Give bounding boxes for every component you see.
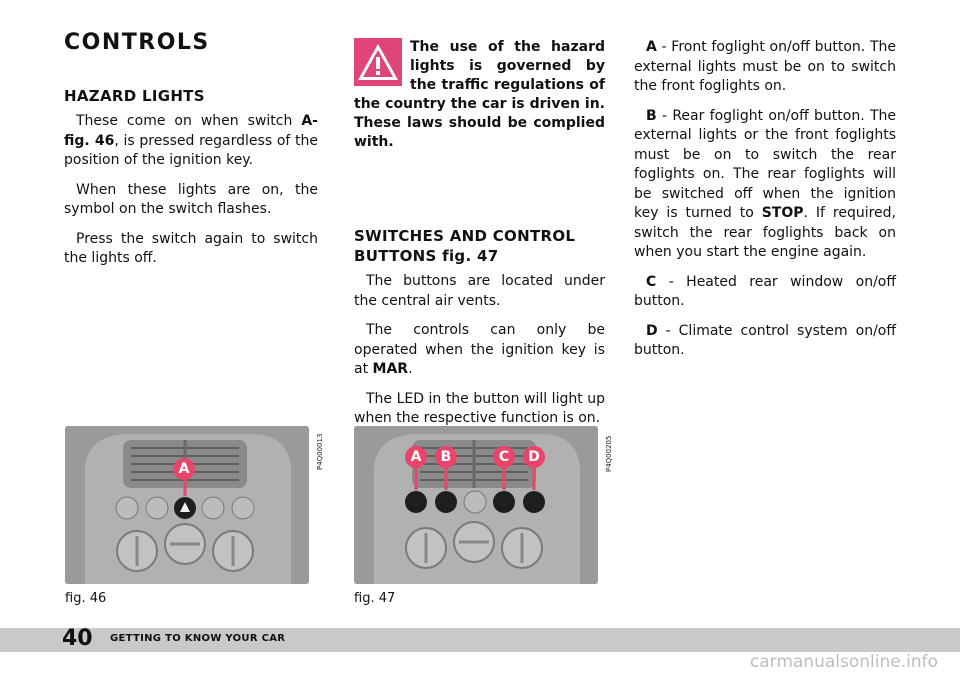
fig47-marker-d: D [523, 446, 545, 468]
watermark: carmanualsonline.info [749, 652, 938, 672]
button-b-text: - Rear foglight on/off button. The external lights or the front foglights must be on to switch the rear foglights on. The rear foglights will be switched off when the ignition key is turned to [634, 107, 896, 221]
switches-column [354, 226, 605, 439]
mar-key: MAR [372, 361, 409, 377]
switches-heading: SWITCHES AND CONTROL BUTTONS fig. 47 [354, 227, 576, 265]
button-c-text: - Heated rear window on/off button. [634, 273, 896, 309]
fig46-image [65, 426, 309, 584]
buttons-column [634, 38, 896, 371]
hazard-para-1 [64, 112, 318, 171]
fig46-ref: A-fig. 46 [64, 113, 318, 149]
section-title: GETTING TO KNOW YOUR CAR [110, 633, 286, 644]
hazard-column [64, 86, 318, 279]
hazard-heading: HAZARD LIGHTS [64, 87, 205, 105]
switches-para-2 [354, 321, 605, 380]
button-d-text: - Climate control system on/off button. [634, 322, 896, 358]
page-number: 40 [62, 626, 93, 651]
button-d-desc [634, 322, 896, 361]
warning-text: The use of the hazard lights is governed by the traffic regulations of the country the car is driven in. These laws should be complied with. [354, 39, 605, 150]
switches-p2-text: The controls can only be operated when the ignition key is at [354, 322, 605, 377]
button-b-desc [634, 107, 896, 263]
dashboard-illustration [65, 426, 309, 584]
button-c-desc [634, 273, 896, 312]
button-c-letter: C [646, 273, 657, 290]
fig47-marker-c: C [493, 446, 515, 468]
fig46-code: P4Q00013 [316, 433, 324, 470]
warning-note [354, 38, 605, 152]
fig46-caption: fig. 46 [65, 591, 107, 606]
switches-p2-end: . [408, 361, 413, 377]
stop-key: STOP [761, 205, 804, 221]
fig47-marker-b: B [435, 446, 457, 468]
button-a-desc [634, 38, 896, 97]
hazard-para-3: Press the switch again to switch the lights off. [64, 230, 318, 266]
hazard-p1-text: These come on when switch [76, 113, 302, 129]
fig47-marker-a: A [405, 446, 427, 468]
button-a-letter: A [646, 39, 657, 55]
switches-para-3: The LED in the button will light up when the respective function is on. [354, 390, 605, 426]
button-d-letter: D [646, 322, 658, 339]
button-b-letter: B [646, 107, 657, 124]
fig47-caption: fig. 47 [354, 591, 396, 606]
warning-triangle-icon [354, 38, 402, 86]
fig47-code: P4Q00205 [605, 435, 613, 472]
hazard-para-2: When these lights are on, the symbol on the switch flashes. [64, 181, 318, 217]
button-a-text: - Front foglight on/off button. The external lights must be on to switch the front foglights on. [634, 39, 896, 94]
fig46-marker-a: A [173, 458, 195, 480]
page-title: CONTROLS [64, 30, 210, 55]
switches-para-1: The buttons are located under the central air vents. [354, 273, 605, 309]
button-b-text-end: . If required, switch the rear foglights back on when you start the engine again. [634, 205, 896, 260]
fig47-image [354, 426, 598, 584]
switches-illustration [354, 426, 598, 584]
hazard-p1-text-end: , is pressed regardless of the position of the ignition key. [64, 132, 318, 168]
